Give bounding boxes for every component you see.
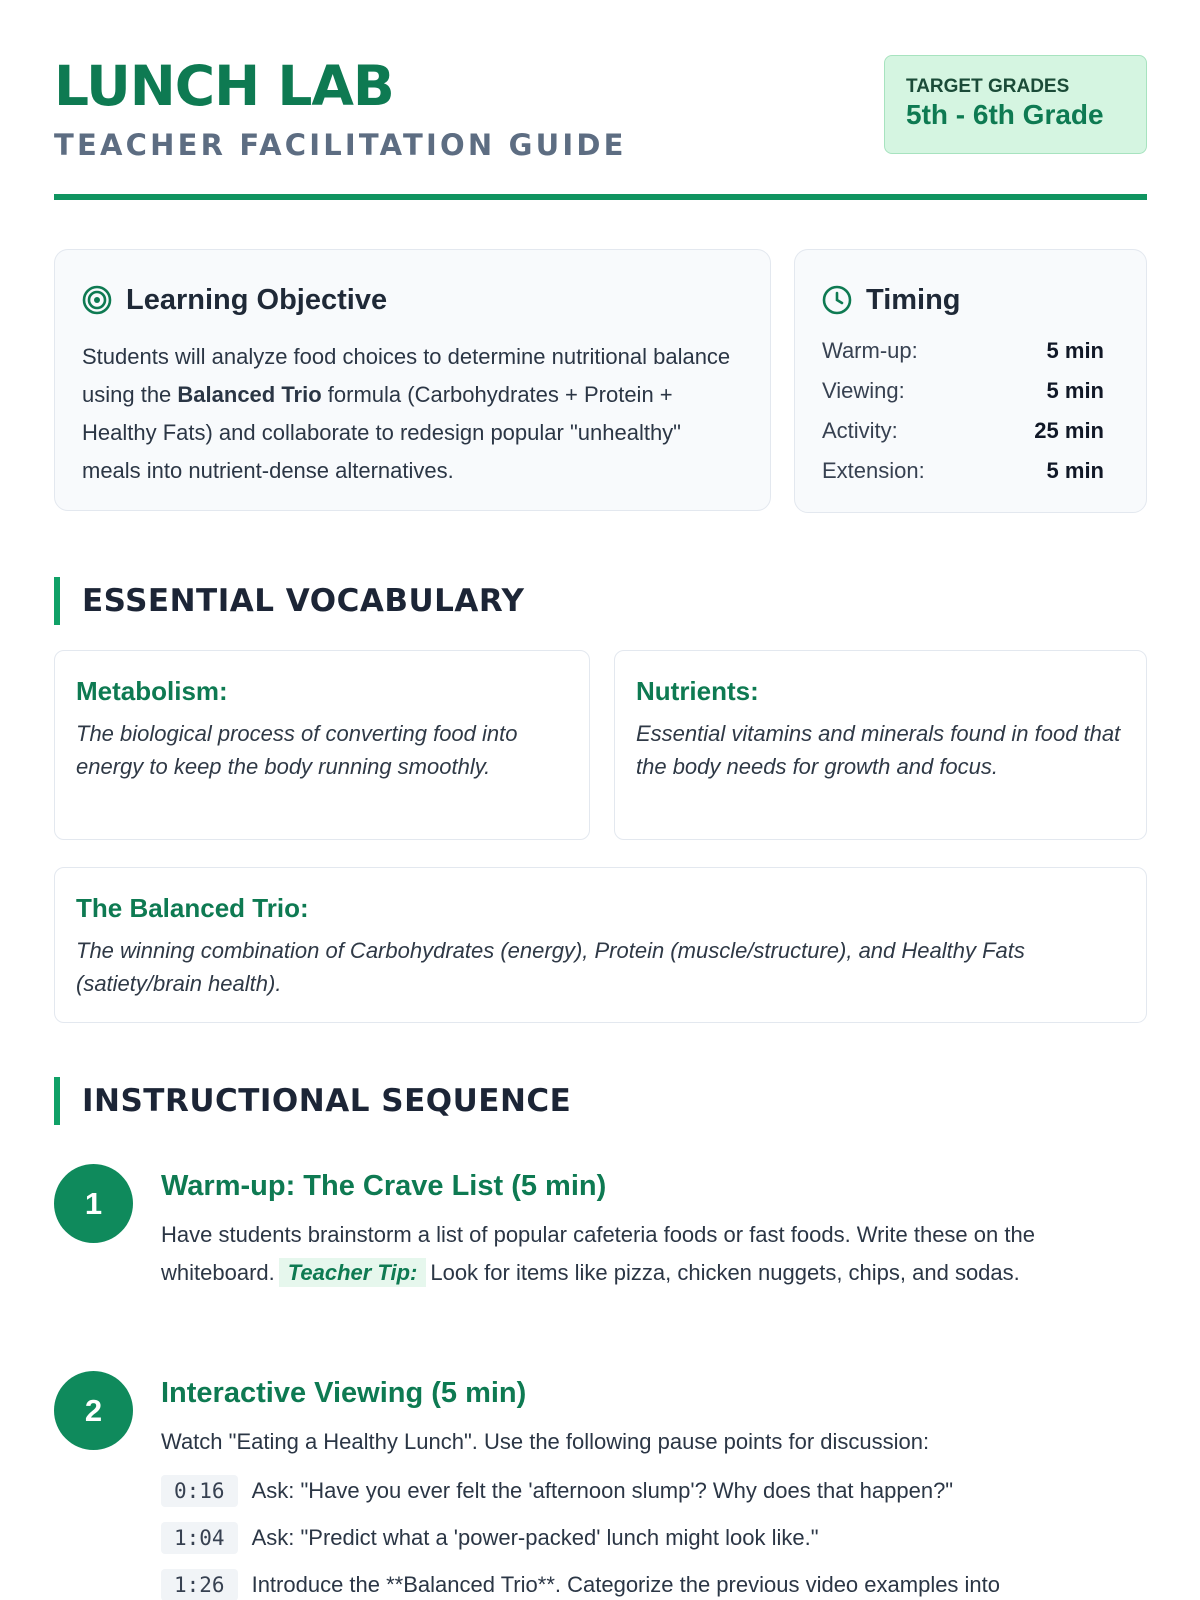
target-icon	[82, 285, 112, 315]
vocab-definition: The biological process of converting food into energy to keep the body running smoothly.	[76, 721, 518, 779]
learning-objective-card	[54, 249, 771, 511]
step-body-text: Have students brainstorm a list of popular cafeteria foods or fast foods. Write these on the whiteboard.	[161, 1222, 1035, 1285]
step-body-text: Look for items like pizza, chicken nuggets, chips, and sodas.	[430, 1260, 1020, 1285]
objective-text-bold: Balanced Trio	[177, 382, 322, 407]
timing-card	[794, 249, 1147, 513]
lesson-guide-page	[54, 0, 1147, 1600]
page-subtitle: TEACHER FACILITATION GUIDE	[54, 128, 627, 162]
pause-point-text: Ask: "Have you ever felt the 'afternoon slump'? Why does that happen?"	[251, 1478, 954, 1503]
vocab-card-balanced-trio	[54, 867, 1147, 1023]
vocab-term: Nutrients:	[636, 676, 759, 706]
step-number-badge: 1	[54, 1164, 133, 1243]
learning-objective-text	[82, 338, 742, 490]
section-accent-bar	[54, 577, 60, 625]
vocab-definition: The winning combination of Carbohydrates (energy), Protein (muscle/structure), and Healthy Fats (satiety/brain health).	[76, 938, 1025, 996]
timing-row	[822, 416, 1104, 446]
header	[54, 55, 1147, 201]
pause-point-text: Ask: "Predict what a 'power-packed' lunch might look like."	[251, 1525, 819, 1550]
step-number-badge: 2	[54, 1371, 133, 1450]
target-grades-badge	[884, 55, 1147, 154]
timing-label: Viewing:	[822, 378, 905, 403]
header-divider	[54, 194, 1147, 200]
objective-text-part: formula (Carbohydrates + Protein + Healthy Fats) and collaborate to redesign popular "unhealthy" meals into nutrient-dense alternatives.	[82, 382, 681, 483]
vocabulary-section-heading	[54, 577, 525, 625]
learning-objective-heading	[82, 282, 387, 318]
step-title: Warm-up: The Crave List (5 min)	[161, 1170, 607, 1202]
teacher-tip-label: Teacher Tip:	[279, 1258, 427, 1287]
timing-value: 5 min	[1046, 378, 1104, 403]
vocab-card-metabolism	[54, 650, 590, 840]
vocab-term: Metabolism:	[76, 676, 228, 706]
timecode: 0:16	[161, 1475, 238, 1507]
timing-title: Timing	[866, 284, 961, 316]
sequence-section-heading	[54, 1077, 571, 1125]
timing-label: Activity:	[822, 418, 898, 443]
timing-value: 5 min	[1046, 338, 1104, 363]
timing-label: Extension:	[822, 458, 925, 483]
vocabulary-title: ESSENTIAL VOCABULARY	[82, 583, 525, 619]
vocab-definition: Essential vitamins and minerals found in food that the body needs for growth and focus.	[636, 721, 1121, 779]
section-accent-bar	[54, 1077, 60, 1125]
learning-objective-title: Learning Objective	[126, 284, 388, 316]
timing-value: 5 min	[1046, 458, 1104, 483]
step-body: Watch "Eating a Healthy Lunch". Use the following pause points for discussion:	[161, 1429, 930, 1454]
step-body	[161, 1216, 1121, 1292]
clock-icon	[822, 285, 852, 315]
grade-value: 5th - 6th Grade	[906, 99, 1104, 130]
step-title: Interactive Viewing (5 min)	[161, 1377, 527, 1409]
vocab-term: The Balanced Trio:	[76, 893, 309, 923]
pause-point-row	[161, 1522, 1147, 1554]
timing-heading	[822, 282, 961, 318]
timecode: 1:04	[161, 1522, 238, 1554]
grade-label: TARGET GRADES	[906, 76, 1070, 97]
timing-row	[822, 376, 1104, 406]
timing-label: Warm-up:	[822, 338, 918, 363]
timecode: 1:26	[161, 1569, 238, 1600]
pause-point-row	[161, 1569, 1147, 1600]
timing-row	[822, 456, 1104, 486]
vocab-card-nutrients	[614, 650, 1147, 840]
objective-text-part: Students will analyze food choices to determine nutritional balance using the	[82, 344, 731, 407]
timing-row	[822, 336, 1104, 366]
pause-point-text: Introduce the **Balanced Trio**. Categorize the previous video examples into	[251, 1572, 1001, 1597]
timing-value: 25 min	[1034, 418, 1104, 443]
page-title: LUNCH LAB	[54, 54, 394, 118]
sequence-title: INSTRUCTIONAL SEQUENCE	[82, 1083, 572, 1119]
pause-point-row	[161, 1475, 1147, 1507]
